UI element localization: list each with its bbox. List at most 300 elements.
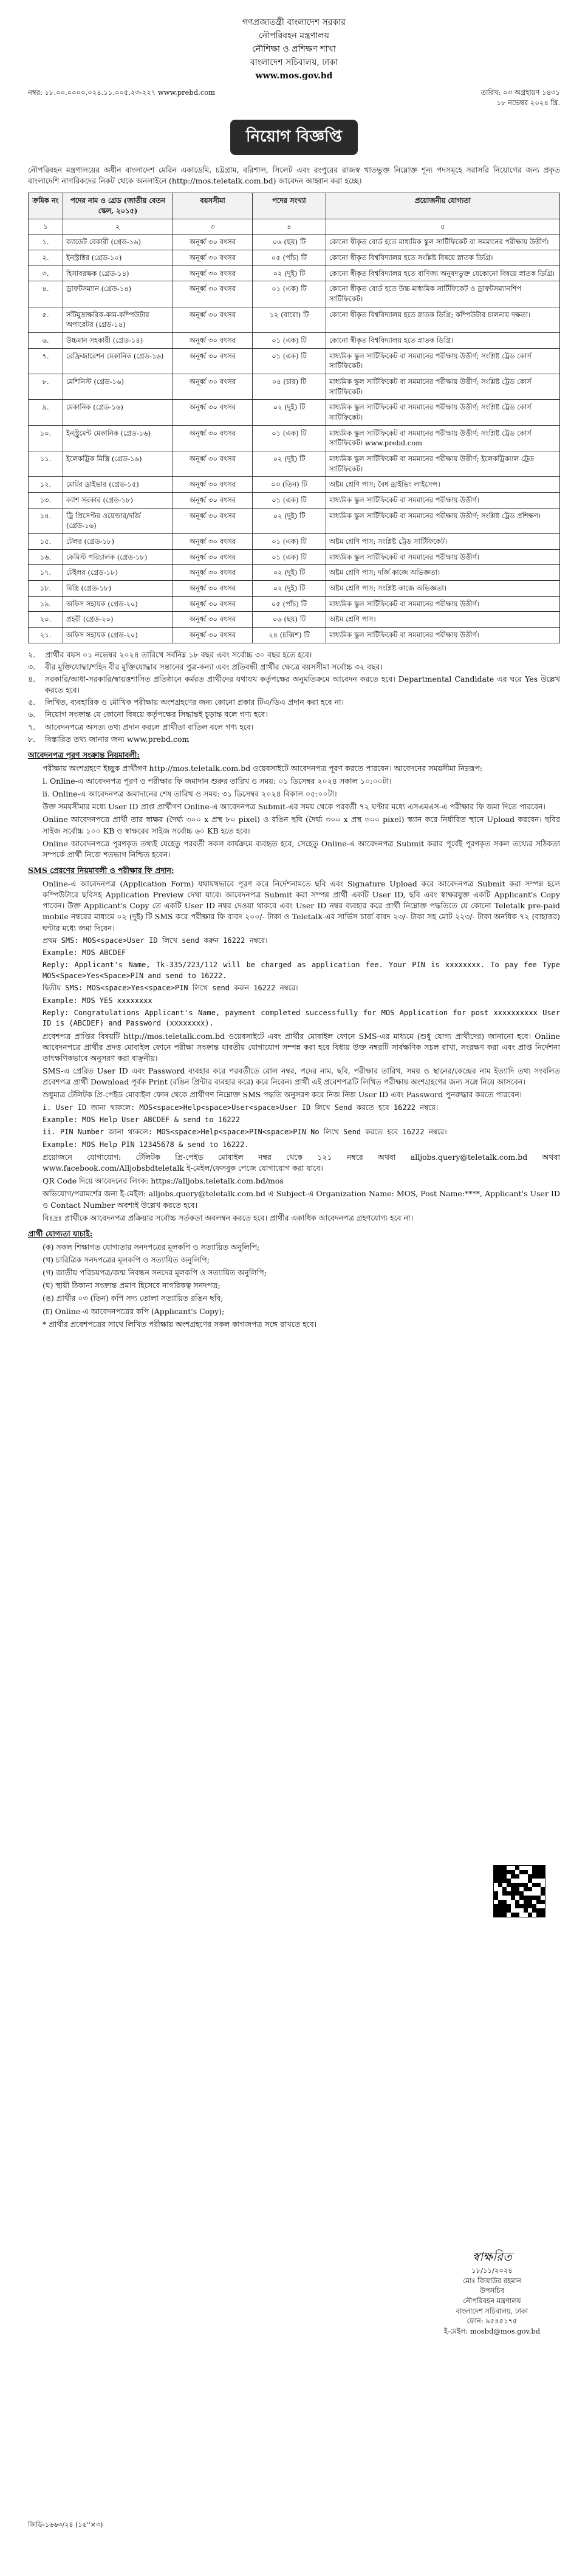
sms-first: প্রথম SMS: MOS<space>User ID লিখে send করুন 16222 নম্বরে। — [43, 936, 268, 945]
note-item — [28, 662, 560, 673]
qr-module — [536, 1913, 541, 1917]
website-link[interactable]: www.mos.gov.bd — [255, 71, 333, 81]
qr-module — [541, 1870, 545, 1874]
row-age: অনূর্ধ্ব ৩০ বৎসর — [173, 493, 253, 509]
note-number: ৬. — [28, 710, 36, 719]
qr-module — [502, 1874, 507, 1879]
qr-module — [494, 1896, 498, 1900]
row-age: অনূর্ধ্ব ৩০ বৎসর — [173, 425, 253, 451]
qr-module — [532, 1904, 536, 1908]
qr-module — [524, 1908, 528, 1913]
sms-reply-1: Reply: Applicant's Name, Tk-335/223/112 will be charged as application fee. Your PIN is xxxxxxxx. To pay fee Type MOS<Space>Yes<Space>PIN and send to 16222. — [43, 961, 560, 980]
table-row — [29, 612, 560, 628]
qr-module — [528, 1900, 532, 1904]
qr-module — [494, 1879, 498, 1883]
note-text: সরকারি/আধা-সরকারি/স্বায়ত্তশাসিত প্রতিষ্ঠানে কর্মরত প্রার্থীদের যথাযথ কর্তৃপক্ষের অনুমতিক্রমে আবেদন করতে হবে। Departmental Candidate এর ঘরে Yes উল্লেখ করতে হবে। — [45, 674, 560, 695]
row-count: ০৩ (তিন) টি — [253, 477, 326, 493]
index-cell: ২ — [63, 219, 173, 235]
qr-module — [541, 1887, 545, 1891]
qr-module — [536, 1866, 541, 1870]
row-count: ০১ (এক) টি — [253, 493, 326, 509]
qr-module — [515, 1913, 519, 1917]
qr-module — [494, 1908, 498, 1913]
sms-second: দ্বিতীয় SMS: MOS<space>Yes<space>PIN লিখে send করুন 16222 নম্বরে। — [43, 984, 298, 993]
qr-module — [511, 1896, 515, 1900]
row-serial: ১৫. — [29, 534, 63, 550]
qr-module — [507, 1904, 511, 1908]
row-count: ০২ (দুই) টি — [253, 581, 326, 597]
row-serial: ৮. — [29, 374, 63, 400]
qr-module — [519, 1891, 524, 1896]
row-qualification: কোনো স্বীকৃত বিশ্ববিদ্যালয় হতে স্নাতক ডিগ্রি। — [326, 333, 560, 349]
row-age: অনূর্ধ্ব ৩০ বৎসর — [173, 348, 253, 374]
docs-item: (ঙ) প্রার্থীর ০৩ (তিন) কপি সদ্য তোলা সত্যায়িত রঙিন ছবি; — [43, 1293, 224, 1303]
table-row — [29, 493, 560, 509]
row-age: অনূর্ধ্ব ৩০ বৎসর — [173, 307, 253, 332]
row-count: ০৫ (পাঁচ) টি — [253, 596, 326, 612]
warning-note: বিঃদ্রঃ প্রার্থীকে আবেদনপত্র প্রক্রিয়ার সর্বোচ্চ সর্তকতা অবলম্বন করতে হবে। প্রার্থীর একাধিক আবেদনপত্র গ্রহণযোগ্য হবে না। — [43, 1213, 414, 1222]
note-number: ৫. — [28, 697, 36, 707]
table-body — [29, 235, 560, 643]
row-post: প্রহরী (গ্রেড-২০) — [63, 612, 173, 628]
row-qualification: অষ্টম শ্রেণি পাস; বৈধ ড্রাইভিং লাইসেন্স। — [326, 477, 560, 493]
note-number: ৭. — [28, 722, 36, 731]
docs-list — [28, 1242, 560, 1317]
table-row — [29, 628, 560, 643]
qr-module — [515, 1891, 519, 1896]
table-row — [29, 596, 560, 612]
qr-module — [524, 1904, 528, 1908]
qr-module — [507, 1908, 511, 1913]
qr-module — [494, 1891, 498, 1896]
docs-item: (ঘ) স্থায়ী ঠিকানা সংক্রান্ত প্রমাণ হিসেবে নাগরিকত্ব সনদপত্র; — [43, 1281, 220, 1290]
qr-module — [528, 1879, 532, 1883]
qr-module — [532, 1866, 536, 1870]
qr-module — [511, 1870, 515, 1874]
contact-p1: প্রয়োজনে যোগাযোগ: টেলিটক প্রি-পেইড মোবাইল নম্বর থেকে ১২১ নম্বরে অথবা alljobs.query@teletalk.com.bd অথবা www.facebook.com/Alljobsbdteletalk ই-মেইল/ফেসবুক পেজে যোগাযোগ করা যাবে। — [43, 1153, 560, 1173]
qr-module — [498, 1904, 502, 1908]
row-post: সাঁটমুদ্রাক্ষরিক-কাম-কম্পিউটার অপারেটর (গ্রেড-১৪) — [63, 307, 173, 332]
table-row — [29, 400, 560, 425]
table-index-row — [29, 219, 560, 235]
row-qualification: অষ্টম শ্রেণি পাস; দর্জি কাজে অভিজ্ঞতা। — [326, 565, 560, 581]
qr-module — [498, 1874, 502, 1879]
row-serial: ১৪. — [29, 508, 63, 533]
row-qualification: অষ্টম শ্রেণি পাস; সংশ্লিষ্ট কাজে অভিজ্ঞতা। — [326, 581, 560, 597]
row-post: টেলর (গ্রেড-১৮) — [63, 534, 173, 550]
docs-heading: প্রার্থী যোগ্যতা যাচাই: — [28, 1228, 93, 1238]
docs-item: (ক) সকল শিক্ষাগত যোগ্যতার সনদপত্রের মূলকপি ও সত্যায়িত অনুলিপি; — [43, 1242, 260, 1252]
signature-date: ১৮/১১/২০২৪ — [471, 2266, 513, 2275]
qr-module — [536, 1908, 541, 1913]
row-qualification: কোনো স্বীকৃত বিশ্ববিদ্যালয় হতে স্নাতক ডিগ্রি; কম্পিউটার চালনায় দক্ষতা। — [326, 307, 560, 332]
qr-module — [507, 1883, 511, 1887]
row-serial: ৭. — [29, 348, 63, 374]
row-serial: ১৬. — [29, 549, 63, 565]
row-serial: ১৩. — [29, 493, 63, 509]
qr-module — [532, 1896, 536, 1900]
qr-module — [541, 1866, 545, 1870]
qr-module — [502, 1913, 507, 1917]
index-cell: ৫ — [326, 219, 560, 235]
qr-module — [519, 1904, 524, 1908]
table-row — [29, 425, 560, 451]
table-row — [29, 250, 560, 265]
row-post: মিস্ত্রি (গ্রেড-১৮) — [63, 581, 173, 597]
row-count: ০৪ (চার) টি — [253, 374, 326, 400]
note-number: ৪. — [28, 674, 36, 684]
row-post: অফিস সহায়ক (গ্রেড-২০) — [63, 596, 173, 612]
index-cell: ৪ — [253, 219, 326, 235]
row-qualification: কোনো স্বীকৃত বোর্ড হতে উচ্চ মাধ্যমিক সার্টিফিকেট ও ড্রাফটসম্যানশিপ সার্টিফিকেট। — [326, 281, 560, 307]
qr-module — [502, 1870, 507, 1874]
apply-start: i. Online-এ আবেদনপত্র পূরণ ও পরীক্ষার ফি জমাদান শুরুর তারিখ ও সময়: ০১ ডিসেম্বর ২০২৪ সকাল ১০:০০টা। — [43, 776, 392, 786]
row-count: ০৫ (পাঁচ) টি — [253, 250, 326, 265]
row-age: অনূর্ধ্ব ৩০ বৎসর — [173, 333, 253, 349]
row-age: অনূর্ধ্ব ৩০ বৎসর — [173, 250, 253, 265]
general-notes — [28, 649, 560, 745]
row-qualification: কোনো স্বীকৃত বিশ্ববিদ্যালয় হতে সংশ্লিষ্ট বিষয়ে স্নাতক ডিগ্রি। — [326, 250, 560, 265]
qr-module — [502, 1887, 507, 1891]
row-qualification: মাধ্যমিক স্কুল সার্টিফিকেট বা সমমানের পরীক্ষায় উত্তীর্ণ; সংশ্লিষ্ট ট্রেড প্রশিক্ষণ। — [326, 508, 560, 533]
qr-module — [498, 1913, 502, 1917]
qr-module — [541, 1908, 545, 1913]
qr-module — [502, 1866, 507, 1870]
row-qualification: অষ্টম শ্রেণি পাস। — [326, 612, 560, 628]
qr-module — [494, 1874, 498, 1879]
row-post: ক্যাডেট বেকারী (গ্রেড-১৬) — [63, 235, 173, 250]
qr-module — [536, 1900, 541, 1904]
qr-module — [498, 1908, 502, 1913]
apply-intro: পরীক্ষায় অংশগ্রহণে ইচ্ছুক প্রার্থীগণ http://mos.teletalk.com.bd ওয়েবসাইটে আবেদনপত্র পূরণ করতে পারবেন। আবেদনের সময়সীমা নিম্নরূপ: — [43, 763, 483, 773]
row-count: ০২ (দুই) টি — [253, 400, 326, 425]
row-qualification: মাধ্যমিক স্কুল সার্টিফিকেট বা সমমানের পরীক্ষায় উত্তীর্ণ; ইলেকট্রিক্যাল ট্রেড সার্টিফিকেট। — [326, 451, 560, 477]
qr-module — [519, 1870, 524, 1874]
row-age: অনূর্ধ্ব ৩০ বৎসর — [173, 235, 253, 250]
row-count: ০১ (এক) টি — [253, 281, 326, 307]
qr-module — [511, 1887, 515, 1891]
qr-module — [541, 1874, 545, 1879]
row-age: অনূর্ধ্ব ৩০ বৎসর — [173, 374, 253, 400]
qr-module — [519, 1883, 524, 1887]
signature-block — [425, 2248, 559, 2337]
col-post: পদের নাম ও গ্রেড (জাতীয় বেতন স্কেল, ২০১৫) — [63, 193, 173, 219]
row-post: টেইলর (গ্রেড-১৮) — [63, 565, 173, 581]
qr-module — [502, 1879, 507, 1883]
admit-lost-2: ii. PIN Number জানা থাকলে: MOS<space>Help<space>PIN<space>PIN No লিখে Send করতে হবে 16222 নম্বরে। — [43, 1128, 447, 1137]
row-qualification: মাধ্যমিক স্কুল সার্টিফিকেট বা সমমানের পরীক্ষায় উত্তীর্ণ; সংশ্লিষ্ট ট্রেড কোর্স সার্টিফিকেট। www.prebd.com — [326, 425, 560, 451]
admit-lost: শুধুমাত্র টেলিটক প্রি-পেইড মোবাইল ফোন থেকে প্রার্থীগণ নিম্নোক্ত SMS পদ্ধতি অনুসরণ করে নিজ নিজ User ID এবং Password পুনরুদ্ধার করতে পারবেন। — [43, 1090, 522, 1100]
qr-module — [511, 1874, 515, 1879]
col-age: বয়সসীমা — [173, 193, 253, 219]
qr-module — [515, 1883, 519, 1887]
memo-date-en: ১৮ নভেম্বর ২০২৪ খ্রি. — [496, 98, 560, 107]
docs-item: (খ) চারিত্রিক সনদপত্রের মূলকপি ও সত্যায়িত অনুলিপি; — [43, 1255, 210, 1265]
note-item — [28, 697, 560, 708]
row-count: ০১ (এক) টি — [253, 348, 326, 374]
intro-paragraph: নৌপরিবহন মন্ত্রণালয়ের অধীন বাংলাদেশ মেরিন একাডেমি, চট্টগ্রাম, বরিশাল, সিলেট এবং রংপুরের রাজস্ব খাতভুক্ত নিম্নোক্ত শূন্য পদসমূহে সরাসরি নিয়োগের জন্য প্রকৃত বাংলাদেশি নাগরিকদের নিকট থেকে অনলাইনে (http://mos.teletalk.com.bd) আবেদন আহ্বান করা হচ্ছে। — [28, 165, 560, 186]
note-text: বীর মুক্তিযোদ্ধা/শহিদ বীর মুক্তিযোদ্ধার সন্তানের পুত্র-কন্যা এবং প্রতিবন্ধী প্রার্থীর ক্ষেত্রে বয়সসীমা সর্বোচ্চ ৩২ বছর। — [45, 662, 383, 671]
qr-module — [524, 1870, 528, 1874]
row-qualification: কোনো স্বীকৃত বিশ্ববিদ্যালয় হতে বাণিজ্য অনুষদভুক্ত যেকোনো বিষয়ে স্নাতক ডিগ্রি। — [326, 265, 560, 281]
row-serial: ১. — [29, 235, 63, 250]
row-age: অনূর্ধ্ব ৩০ বৎসর — [173, 628, 253, 643]
qr-module — [536, 1883, 541, 1887]
note-item — [28, 734, 560, 745]
note-text: লিখিত, ব্যবহারিক ও মৌখিক পরীক্ষায় অংশগ্রহণের জন্য কোনো প্রকার টিএ/ডিএ প্রদান করা হবে না। — [45, 697, 344, 707]
contact-qr-link[interactable]: QR Code দিয়ে আবেদনের লিংক: https://alljobs.teletalk.com.bd/mos — [43, 1176, 284, 1186]
table-row — [29, 477, 560, 493]
note-text: আবেদনপত্রে অসত্য তথ্য প্রদান করলে প্রার্থীতা বাতিল বলে গণ্য হবে। — [45, 722, 254, 731]
row-count: ০১ (এক) টি — [253, 534, 326, 550]
row-count: ০১ (এক) টি — [253, 333, 326, 349]
table-row — [29, 565, 560, 581]
apply-userid: উক্ত সময়সীমার মধ্যে User ID প্রাপ্ত প্রার্থীগণ Online-এ আবেদনপত্র Submit-এর সময় থেকে পরবর্তী ৭২ ঘণ্টার মধ্যে এসএমএস-এ পরীক্ষার ফি জমা দিতে পারবেন। — [43, 802, 545, 812]
qr-module — [532, 1874, 536, 1879]
row-count: ০৬ (ছয়) টি — [253, 612, 326, 628]
row-age: অনূর্ধ্ব ৩০ বৎসর — [173, 581, 253, 597]
row-post: রেফ্রিজারেশন মেকানিক (গ্রেড-১৬) — [63, 348, 173, 374]
qr-module — [515, 1874, 519, 1879]
row-qualification: মাধ্যমিক স্কুল সার্টিফিকেট বা সমমানের পরীক্ষায় উত্তীর্ণ; সংশ্লিষ্ট ট্রেড কোর্স সার্টিফিকেট। — [326, 374, 560, 400]
note-number: ৩. — [28, 662, 36, 671]
col-count: পদের সংখ্যা — [253, 193, 326, 219]
qr-module — [511, 1891, 515, 1896]
row-age: অনূর্ধ্ব ৩০ বৎসর — [173, 534, 253, 550]
qr-module — [536, 1874, 541, 1879]
qr-module — [498, 1879, 502, 1883]
row-count: ১২ (বারো) টি — [253, 307, 326, 332]
contact-email: অভিযোগ/পরামর্শের জন্য ই-মেইল: alljobs.query@teletalk.com.bd এ Subject-এ Organization Name: MOS, Post Name:****, Applicant's User ID ও Contact Number অবশ্যই উল্লেখ করতে হবে। — [43, 1189, 560, 1210]
signatory-phone: ফোন: ৯৫৪৫১৭৫ — [467, 2317, 518, 2326]
row-serial: ১১. — [29, 451, 63, 477]
table-row — [29, 235, 560, 250]
row-serial: ৩. — [29, 265, 63, 281]
sms-heading: SMS প্রেরণের নিয়মাবলী ও পরীক্ষার ফি প্রদান: — [28, 865, 174, 875]
index-cell: ৩ — [173, 219, 253, 235]
row-qualification: মাধ্যমিক স্কুল সার্টিফিকেট বা সমমানের পরীক্ষায় উত্তীর্ণ; সংশ্লিষ্ট ট্রেড কোর্স সার্টিফিকেট। — [326, 348, 560, 374]
sms-reply-2: Reply: Congratulations Applicant's Name, payment completed successfully for MOS Application for post xxxxxxxxxx User ID is (ABCDEF) and Password (xxxxxxxx). — [43, 1009, 560, 1028]
qr-module — [524, 1896, 528, 1900]
sms-intro: Online-এ আবেদনপত্র (Application Form) যথাযথভাবে পূরণ করে নির্দেশনামতে ছবি এবং Signature Upload করে আবেদনপত্র Submit করা সম্পন্ন হলে কম্পিউটারে ছবিসহ Application Preview দেখা যাবে। আবেদনপত্র Submit করা সম্পন্ন প্রার্থী একটি User ID, ছবি এবং স্বাক্ষরযুক্ত একটি Applicant's Copy পাবেন। উক্ত Applicant's Copy তে একটি User ID নম্বর দেওয়া থাকবে এবং User ID নম্বর ব্যবহার করে প্রার্থী নিম্নোক্ত পদ্ধতিতে যে কোনো Teletalk pre-paid mobile নম্বরের মাধ্যমে ০২ (দুই) টি SMS করে পরীক্ষার ফি বাবদ ২০০/- টাকা ও Teletalk-এর সার্ভিস চার্জ বাবদ ২৩/- টাকা সহ মোট ২২৩/- টাকা অনধিক ৭২ (বাহাত্তর) ঘণ্টার মধ্যে জমা দিবেন। — [43, 879, 560, 933]
table-row — [29, 265, 560, 281]
qr-module — [498, 1870, 502, 1874]
qr-module — [524, 1900, 528, 1904]
admit-p1: প্রবেশপত্র প্রাপ্তির বিষয়টি http://mos.teletalk.com.bd ওয়েবসাইটে এবং প্রার্থীর মোবাইল ফোনে SMS-এর মাধ্যমে (শুধু যোগ্য প্রার্থীদের) জানানো হবে। Online আবেদনপত্রে প্রার্থীর প্রদত্ত মোবাইল ফোনে পরীক্ষা সংক্রান্ত যাবতীয় যোগাযোগ সম্পন্ন করা হবে বিধায় উক্ত নম্বরটি সার্বক্ষণিক সচল রাখা, সংরক্ষণ করা এবং প্রাপ্ত নির্দেশনা তাৎক্ষণিকভাবে অনুসরণ করা বাঞ্ছনীয়। — [43, 1031, 560, 1063]
row-count: ০২ (দুই) টি — [253, 508, 326, 533]
row-count: ০২ (দুই) টি — [253, 565, 326, 581]
row-post: ট্রি প্রিসেপ্টর ওয়েল্ডার/দর্জি (গ্রেড-১৬) — [63, 508, 173, 533]
row-post: উচ্চমান সহকারী (গ্রেড-১৪) — [63, 333, 173, 349]
apply-photo: Online আবেদনপত্রে প্রার্থী তার স্বাক্ষর (দৈর্ঘ্য ৩০০ x প্রস্থ ৮০ pixel) ও রঙিন ছবি (দৈর্ঘ্য ৩০০ x প্রস্থ ৩০০ pixel) স্ক্যান করে নির্ধারিত স্থানে Upload করবেন। ছবির সাইজ সর্বোচ্চ ১০০ KB ও স্বাক্ষরের সাইজ সর্বোচ্চ ৬০ KB হতে হবে। — [43, 815, 560, 835]
table-row — [29, 451, 560, 477]
qr-module — [502, 1904, 507, 1908]
qr-module — [541, 1891, 545, 1896]
note-number: ৮. — [28, 734, 36, 744]
row-post: হিসাবরক্ষক (গ্রেড-১৪) — [63, 265, 173, 281]
qr-module — [511, 1883, 515, 1887]
govt-name: গণপ্রজাতন্ত্রী বাংলাদেশ সরকার — [242, 18, 346, 27]
note-text: প্রার্থীর বয়স ০১ নভেম্বর ২০২৪ তারিখে সর্বনিম্ন ১৮ বছর এবং সর্বোচ্চ ৩০ বছর হতে হবে। — [45, 649, 312, 659]
memo-line — [28, 87, 560, 108]
row-age: অনূর্ধ্ব ৩০ বৎসর — [173, 400, 253, 425]
gd-reference: জিডি-১৬৬৩/২৪ (১৫''×৩) — [28, 2521, 103, 2529]
qr-module — [528, 1904, 532, 1908]
qr-module — [494, 1866, 498, 1870]
docs-footer: * প্রার্থীর প্রবেশপত্রের সাথে লিখিত পরীক্ষায় অংশগ্রহণের সকল কাগজপত্র সঙ্গে রাখতে হবে। — [43, 1319, 317, 1329]
col-qualification: প্রয়োজনীয় যোগ্যতা — [326, 193, 560, 219]
docs-item: (চ) Online-এ আবেদনপত্রের কপি (Applicant's Copy); — [43, 1306, 225, 1316]
table-row — [29, 281, 560, 307]
row-serial: ৬. — [29, 333, 63, 349]
qr-module — [532, 1908, 536, 1913]
table-row — [29, 374, 560, 400]
signatory-title: উপসচিব — [479, 2286, 505, 2295]
row-age: অনূর্ধ্ব ৩০ বৎসর — [173, 612, 253, 628]
table-row — [29, 348, 560, 374]
qr-module — [494, 1913, 498, 1917]
sms-example-2: Example: MOS YES xxxxxxxx — [43, 996, 152, 1005]
row-post: ইলেকট্রিক মিস্ত্রি (গ্রেড-১৬) — [63, 451, 173, 477]
row-count: ২৪ (চব্বিশ) টি — [253, 628, 326, 643]
note-number: ২. — [28, 649, 36, 659]
note-item — [28, 674, 560, 696]
qr-module — [498, 1866, 502, 1870]
row-serial: ৪. — [29, 281, 63, 307]
signatory-name: মোঃ জিয়াউর রহমান — [463, 2276, 521, 2285]
row-post: ক্যাশ সরকার (গ্রেড-১৮) — [63, 493, 173, 509]
qr-module — [528, 1913, 532, 1917]
row-count: ০২ (দুই) টি — [253, 451, 326, 477]
qr-module — [528, 1887, 532, 1891]
office-address: বাংলাদেশ সচিবালয়, ঢাকা — [250, 58, 338, 67]
qr-module — [502, 1891, 507, 1896]
qr-module — [502, 1900, 507, 1904]
qr-module — [536, 1896, 541, 1900]
row-post: ইনস্ট্রুমেন্ট মেকানিক (গ্রেড-১৬) — [63, 425, 173, 451]
qr-module — [541, 1913, 545, 1917]
qr-module — [515, 1887, 519, 1891]
sms-example-1: Example: MOS ABCDEF — [43, 948, 126, 957]
row-serial: ২. — [29, 250, 63, 265]
memo-date-bn: তারিখ: ০৩ অগ্রহায়ণ ১৪৩১ — [480, 88, 560, 97]
qr-module — [528, 1896, 532, 1900]
qr-module — [507, 1870, 511, 1874]
qr-module — [498, 1883, 502, 1887]
qr-module — [507, 1891, 511, 1896]
table-row — [29, 549, 560, 565]
docs-item: (গ) জাতীয় পরিচয়পত্র/জন্ম নিবন্ধন সনদের মূলকপি ও সত্যায়িত অনুলিপি; — [43, 1268, 267, 1278]
qr-module — [515, 1900, 519, 1904]
note-item — [28, 649, 560, 660]
row-age: অনূর্ধ্ব ৩০ বৎসর — [173, 477, 253, 493]
qr-module — [494, 1904, 498, 1908]
qr-module — [532, 1870, 536, 1874]
row-age: অনূর্ধ্ব ৩০ বৎসর — [173, 549, 253, 565]
qr-module — [519, 1896, 524, 1900]
row-serial: ৯. — [29, 400, 63, 425]
row-age: অনূর্ধ্ব ৩০ বৎসর — [173, 508, 253, 533]
row-count: ০৬ (ছয়) টি — [253, 235, 326, 250]
page-title: নিয়োগ বিজ্ঞপ্তি — [230, 120, 358, 155]
row-serial: ১৮. — [29, 581, 63, 597]
row-post: কেমিস্ট পরিচালক (গ্রেড-১৮) — [63, 549, 173, 565]
row-qualification: অষ্টম শ্রেণি পাস; সংশ্লিষ্ট ট্রেড সার্টিফিকেট। — [326, 534, 560, 550]
row-serial: ৫. — [29, 307, 63, 332]
row-post: মেশিনিস্ট (গ্রেড-১৬) — [63, 374, 173, 400]
memo-number: নম্বর: ১৮.০০.০০০০.০২৪.১১.০০৫.২৩-২২৭ www.prebd.com — [28, 88, 216, 97]
qr-module — [528, 1874, 532, 1879]
row-post: মেকানিক (গ্রেড-১৬) — [63, 400, 173, 425]
signatory-email: ই-মেইল: mosbd@mos.gov.bd — [443, 2327, 541, 2336]
row-serial: ১০. — [29, 425, 63, 451]
row-post: ইনস্ট্রাক্টর (গ্রেড-১০) — [63, 250, 173, 265]
qr-module — [541, 1900, 545, 1904]
table-row — [29, 508, 560, 533]
ministry-name: নৌপরিবহন মন্ত্রণালয় — [259, 31, 329, 41]
row-age: অনূর্ধ্ব ৩০ বৎসর — [173, 281, 253, 307]
row-post: মোটর ড্রাইভার (গ্রেড-১৫) — [63, 477, 173, 493]
row-qualification: মাধ্যমিক স্কুল সার্টিফিকেট বা সমমানের পরীক্ষায় উত্তীর্ণ। — [326, 493, 560, 509]
row-serial: ২০. — [29, 612, 63, 628]
qr-module — [515, 1866, 519, 1870]
qr-module — [524, 1883, 528, 1887]
qr-module — [524, 1887, 528, 1891]
table-row — [29, 581, 560, 597]
col-serial: ক্রমিক নং — [29, 193, 63, 219]
row-qualification: মাধ্যমিক স্কুল সার্টিফিকেট বা সমমানের পরীক্ষায় উত্তীর্ণ। — [326, 596, 560, 612]
row-count: ০২ (দুই) টি — [253, 265, 326, 281]
qr-module — [498, 1900, 502, 1904]
table-row — [29, 534, 560, 550]
apply-submit: Online আবেদনপত্রে পূরণকৃত তথ্যই যেহেতু পরবর্তী সকল কার্যক্রমে ব্যবহৃত হবে, সেহেতু Online-এ আবেদনপত্র Submit করার পূর্বেই পূরণকৃত সকল তথ্যের সঠিকতা সম্পর্কে প্রার্থী নিজে শতভাগ নিশ্চিত হবেন। — [43, 838, 560, 859]
qr-code-icon[interactable] — [493, 1865, 545, 1917]
row-serial: ১৯. — [29, 596, 63, 612]
qr-module — [494, 1870, 498, 1874]
admit-lost-example-1: Example: MOS Help User ABCDEF & send to 16222 — [43, 1115, 241, 1124]
table-row — [29, 333, 560, 349]
qr-module — [511, 1913, 515, 1917]
row-age: অনূর্ধ্ব ৩০ বৎসর — [173, 265, 253, 281]
row-qualification: কোনো স্বীকৃত বোর্ড হতে মাধ্যমিক স্কুল সার্টিফিকেট বা সমমানের পরীক্ষায় উত্তীর্ণ। — [326, 235, 560, 250]
apply-end: ii. Online-এ আবেদনপত্র জমাদানের শেষ তারিখ ও সময়: ৩১ ডিসেম্বর ২০২৪ বিকাল ০৫:০০টা। — [43, 789, 337, 799]
signatory-org-1: নৌপরিবহন মন্ত্রণালয় — [463, 2297, 521, 2306]
row-serial: ১৭. — [29, 565, 63, 581]
index-cell: ১ — [29, 219, 63, 235]
signature: স্বাক্ষরিত — [472, 2249, 512, 2264]
qr-module — [536, 1870, 541, 1874]
posts-table — [28, 193, 560, 643]
admit-p2: SMS-এ প্রেরিত User ID এবং Password ব্যবহার করে পরবর্তীতে রোল নম্বর, পদের নাম, ছবি, পরীক্ষার তারিখ, সময় ও স্থানের/কেন্দ্রের নাম ইত্যাদি তথ্য সংবলিত প্রবেশপত্র প্রার্থী Download পূর্বক Print (রঙিন প্রিন্টার ব্যবহার করে) করে নিবেন। প্রার্থী এই প্রবেশপত্রটি লিখিত পরীক্ষায় অংশগ্রহণের জন্য সঙ্গে নিয়ে আসবেন। — [43, 1066, 560, 1087]
admit-lost-example-2: Example: MOS Help PIN 12345678 & send to 16222. — [43, 1140, 249, 1149]
letterhead — [28, 0, 560, 83]
row-age: অনূর্ধ্ব ৩০ বৎসর — [173, 451, 253, 477]
table-row — [29, 307, 560, 332]
row-age: অনূর্ধ্ব ৩০ বৎসর — [173, 565, 253, 581]
note-item — [28, 709, 560, 720]
note-text: নিয়োগ সংক্রান্ত যে কোনো বিষয়ে কর্তৃপক্ষের সিদ্ধান্তই চূড়ান্ত বলে গণ্য হবে। — [45, 710, 268, 719]
signatory-org-2: বাংলাদেশ সচিবালয়, ঢাকা — [456, 2306, 528, 2315]
row-post: ড্রাফটসম্যান (গ্রেড-১৪) — [63, 281, 173, 307]
qr-module — [532, 1883, 536, 1887]
row-qualification: মাধ্যমিক স্কুল সার্টিফিকেট বা সমমানের পরীক্ষায় উত্তীর্ণ। — [326, 549, 560, 565]
row-serial: ২১. — [29, 628, 63, 643]
admit-lost-1: i. User ID জানা থাকলে: MOS<space>Help<space>User<space>User ID লিখে Send করতে হবে 16222 নম্বরে। — [43, 1103, 439, 1112]
memo-dates — [481, 87, 560, 108]
note-item — [28, 722, 560, 733]
row-count: ০১ (এক) টি — [253, 425, 326, 451]
branch-name: নৌশিক্ষা ও প্রশিক্ষণ শাখা — [252, 44, 336, 54]
